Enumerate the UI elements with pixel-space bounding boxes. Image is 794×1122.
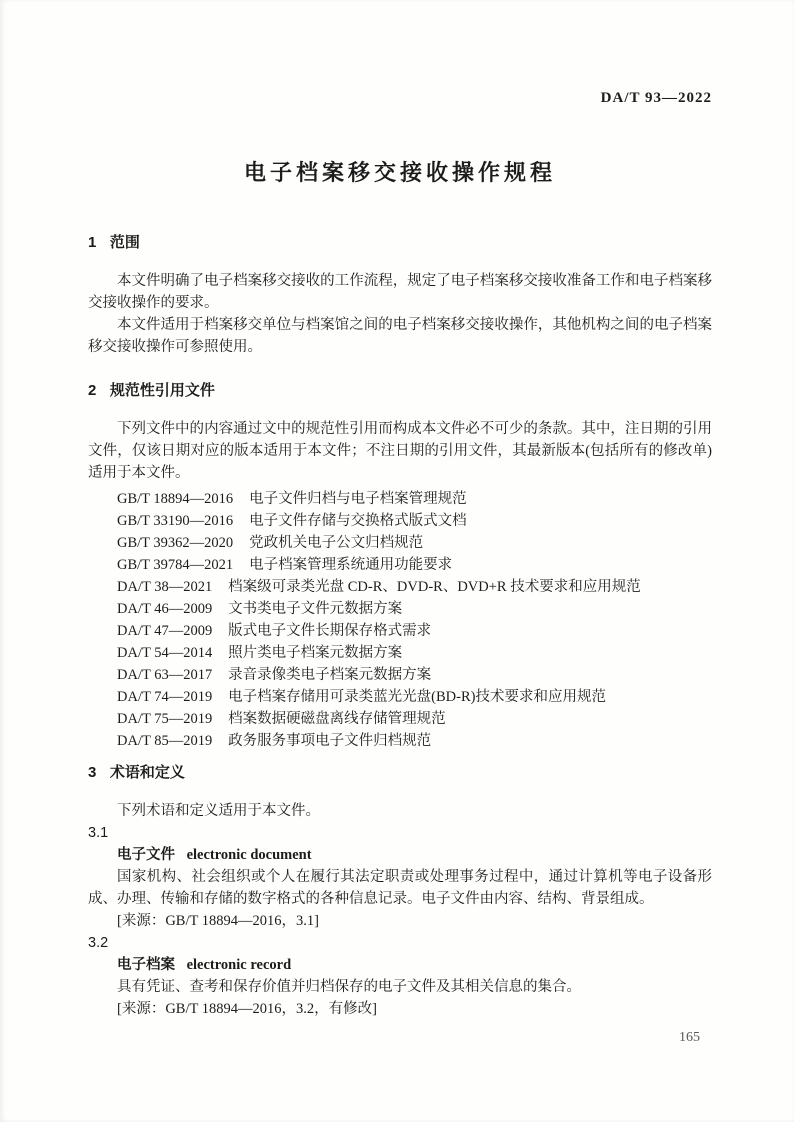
term-definition: 国家机构、社会组织或个人在履行其法定职责或处理事务过程中，通过计算机等电子设备形成、办理、传输和存储的数字格式的各种信息记录。电子文件由内容、结构、背景组成。 bbox=[88, 869, 712, 907]
section-1-heading bbox=[88, 232, 712, 254]
section-terms-definitions bbox=[88, 762, 712, 1020]
reference-title: 电子文件归档与电子档案管理规范 bbox=[249, 491, 467, 507]
reference-item bbox=[88, 532, 712, 554]
reference-item bbox=[88, 708, 712, 730]
section-3-heading bbox=[88, 762, 712, 784]
term-definition: 具有凭证、查考和保存价值并归档保存的电子文件及其相关信息的集合。 bbox=[117, 979, 581, 995]
term-source: [来源：GB/T 18894—2016，3.2，有修改] bbox=[117, 1001, 377, 1017]
reference-item bbox=[88, 510, 712, 532]
reference-title: 电子档案管理系统通用功能要求 bbox=[249, 557, 453, 573]
reference-title: 档案级可录类光盘 CD-R、DVD-R、DVD+R 技术要求和应用规范 bbox=[228, 579, 641, 595]
reference-item bbox=[88, 642, 712, 664]
term-heading bbox=[88, 844, 712, 866]
references-intro: 下列文件中的内容通过文中的规范性引用而构成本文件必不可少的条款。其中，注日期的引用文件，仅该日期对应的版本适用于本文件；不注日期的引用文件，其最新版本(包括所有的修改单)适用于本文件。 bbox=[88, 421, 712, 481]
reference-item bbox=[88, 576, 712, 598]
section-2-number: 2 bbox=[88, 382, 97, 399]
reference-title: 党政机关电子公文归档规范 bbox=[249, 535, 424, 551]
reference-title: 档案数据硬磁盘离线存储管理规范 bbox=[228, 711, 446, 727]
reference-code: DA/T 75—2019 bbox=[117, 711, 213, 727]
term-source: [来源：GB/T 18894—2016，3.1] bbox=[117, 913, 319, 929]
term-block-3-2 bbox=[88, 932, 712, 1020]
reference-code: DA/T 74—2019 bbox=[117, 689, 213, 705]
scope-paragraph-1: 本文件明确了电子档案移交接收的工作流程，规定了电子档案移交接收准备工作和电子档案移交接收操作的要求。 bbox=[88, 273, 712, 311]
term-number: 3.2 bbox=[88, 935, 109, 951]
reference-code: DA/T 63—2017 bbox=[117, 667, 213, 683]
section-3-number: 3 bbox=[88, 764, 97, 781]
reference-item bbox=[88, 686, 712, 708]
term-block-3-1 bbox=[88, 822, 712, 932]
reference-item bbox=[88, 488, 712, 510]
reference-code: GB/T 33190—2016 bbox=[117, 513, 234, 529]
reference-item bbox=[88, 664, 712, 686]
term-english: electronic document bbox=[186, 847, 312, 863]
reference-item bbox=[88, 598, 712, 620]
document-title: 电子档案移交接收操作规程 bbox=[243, 160, 556, 185]
standard-code: DA/T 93—2022 bbox=[600, 90, 712, 106]
section-2-heading bbox=[88, 380, 712, 402]
term-number: 3.1 bbox=[88, 825, 109, 841]
reference-code: DA/T 38—2021 bbox=[117, 579, 213, 595]
reference-title: 版式电子文件长期保存格式需求 bbox=[228, 623, 432, 639]
reference-item bbox=[88, 730, 712, 752]
reference-title: 电子文件存储与交换格式版式文档 bbox=[249, 513, 467, 529]
reference-item bbox=[88, 554, 712, 576]
reference-title: 文书类电子文件元数据方案 bbox=[228, 601, 403, 617]
terms-intro: 下列术语和定义适用于本文件。 bbox=[117, 803, 320, 819]
term-chinese: 电子档案 bbox=[117, 957, 175, 973]
term-heading bbox=[88, 954, 712, 976]
reference-list bbox=[88, 488, 712, 752]
section-scope bbox=[88, 232, 712, 358]
reference-code: GB/T 39362—2020 bbox=[117, 535, 234, 551]
section-2-title: 规范性引用文件 bbox=[109, 382, 215, 399]
reference-title: 政务服务事项电子文件归档规范 bbox=[228, 733, 432, 749]
term-chinese: 电子文件 bbox=[117, 847, 175, 863]
reference-item bbox=[88, 620, 712, 642]
section-normative-references bbox=[88, 380, 712, 752]
reference-code: GB/T 18894—2016 bbox=[117, 491, 234, 507]
reference-code: GB/T 39784—2021 bbox=[117, 557, 234, 573]
reference-title: 录音录像类电子档案元数据方案 bbox=[228, 667, 432, 683]
reference-code: DA/T 85—2019 bbox=[117, 733, 213, 749]
section-3-title: 术语和定义 bbox=[109, 764, 185, 781]
reference-code: DA/T 46—2009 bbox=[117, 601, 213, 617]
scope-paragraph-2: 本文件适用于档案移交单位与档案馆之间的电子档案移交接收操作，其他机构之间的电子档案移交接收操作可参照使用。 bbox=[88, 317, 712, 355]
reference-title: 电子档案存储用可录类蓝光光盘(BD-R)技术要求和应用规范 bbox=[228, 689, 606, 705]
reference-title: 照片类电子档案元数据方案 bbox=[228, 645, 403, 661]
reference-code: DA/T 47—2009 bbox=[117, 623, 213, 639]
section-1-title: 范围 bbox=[109, 234, 140, 251]
section-1-number: 1 bbox=[88, 234, 97, 251]
reference-code: DA/T 54—2014 bbox=[117, 645, 213, 661]
page-number: 165 bbox=[679, 1030, 700, 1045]
term-english: electronic record bbox=[186, 957, 292, 973]
